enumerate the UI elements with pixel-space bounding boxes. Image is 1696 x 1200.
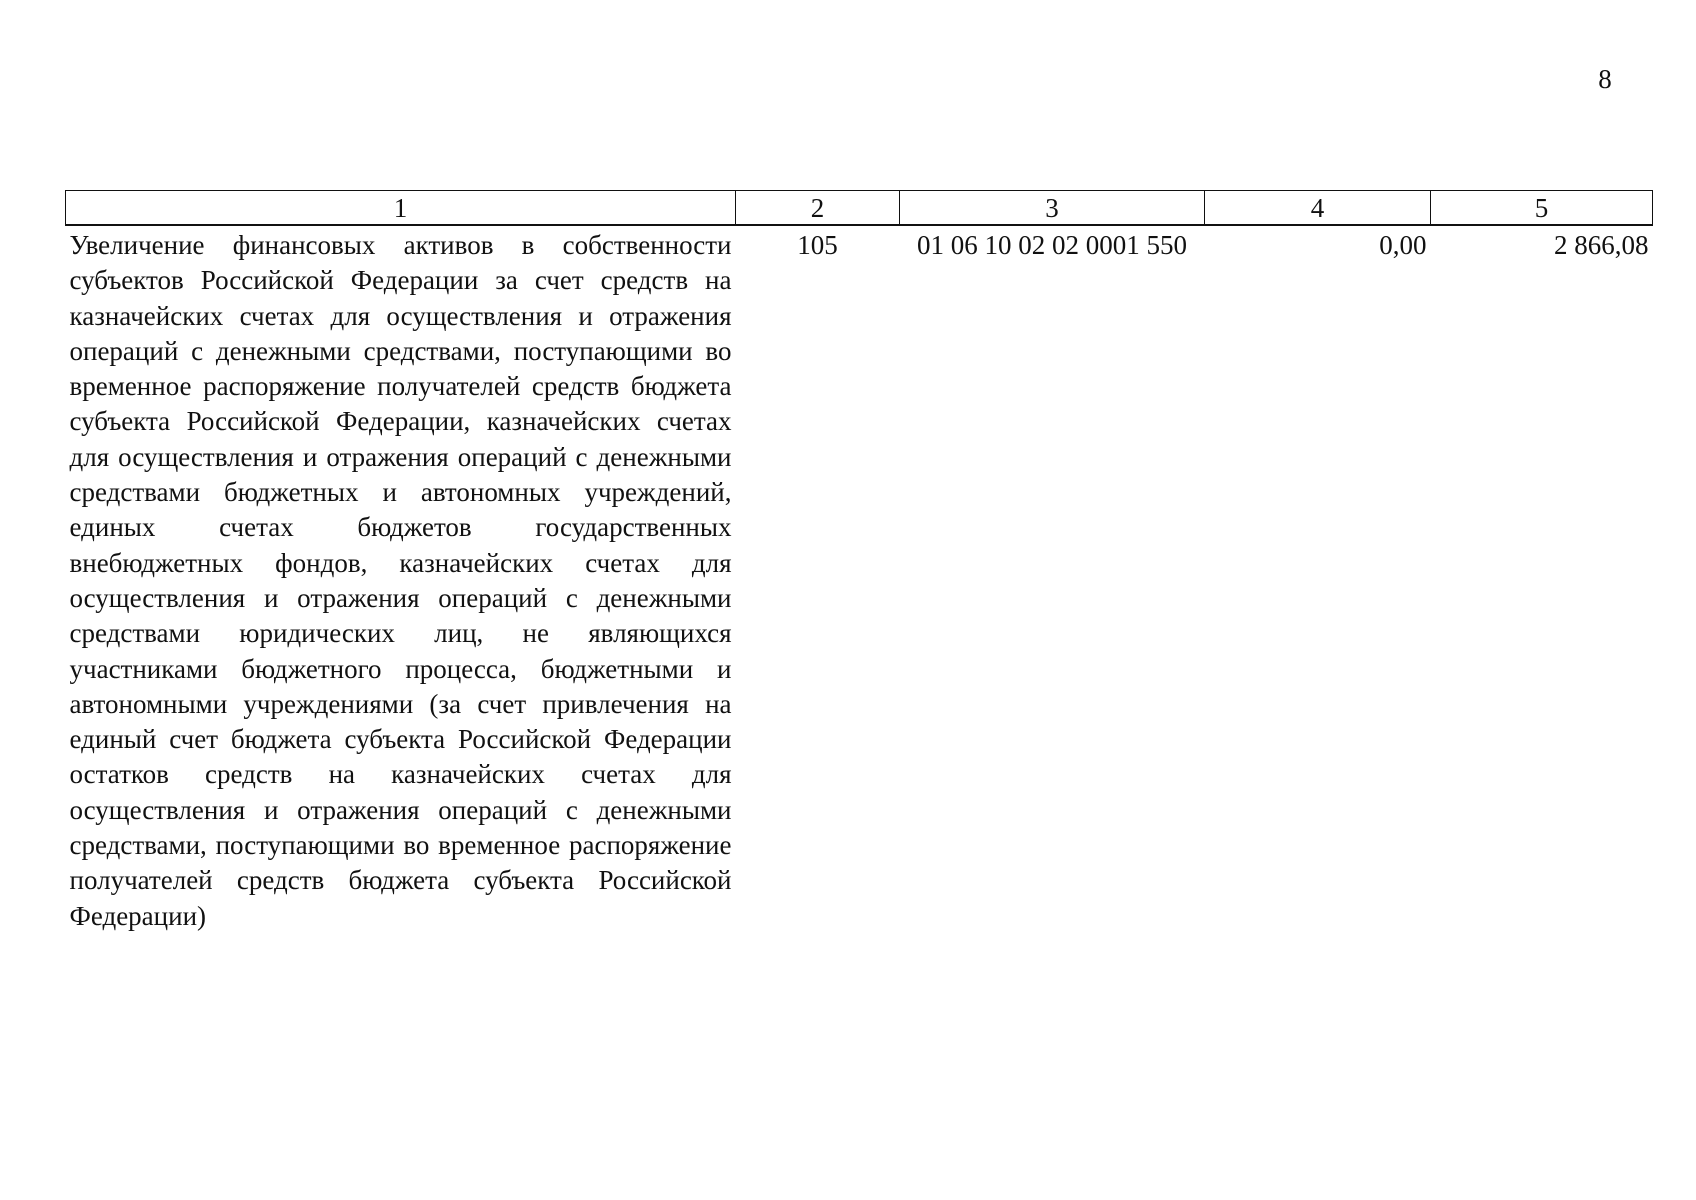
table-body [66, 225, 1653, 934]
header-row [66, 191, 1653, 226]
row-code: 105 [797, 230, 838, 260]
column-header-1: 1 [66, 191, 736, 226]
table-header [66, 191, 1653, 226]
column-header-2: 2 [736, 191, 900, 226]
table-row [66, 225, 1653, 934]
page-number: 8 [1598, 64, 1612, 94]
row-description: Увеличение финансовых активов в собственности субъектов Российской Федерации за счет средств на казначейских счетах для осуществления и отражения операций с денежными средствами, поступающими во временное распоряжение получателей средств бюджета субъекта Российской Федерации, казначейских счетах для осуществления и отражения операций с денежными средствами бюджетных и автономных учреждений, единых счетах бюджетов государственных внебюджетных фондов, казначейских счетах для осуществления и отражения операций с денежными средствами юридических лиц, не являющихся участниками бюджетного процесса, бюджетными и автономными учреждениями (за счет привлечения на единый счет бюджета субъекта Российской Федерации остатков средств на казначейских счетах для осуществления и отражения операций с денежными средствами, поступающими во временное распоряжение получателей средств бюджета субъекта Российской Федерации) [69, 230, 732, 931]
row-value-column-4: 0,00 [1379, 230, 1427, 260]
column-header-3: 3 [900, 191, 1205, 226]
column-header-4: 4 [1205, 191, 1431, 226]
row-value-column-5: 2 866,08 [1554, 230, 1649, 260]
budget-table [65, 190, 1653, 934]
row-budget-classification-code: 01 06 10 02 02 0001 550 [917, 230, 1187, 260]
column-header-5: 5 [1431, 191, 1653, 226]
